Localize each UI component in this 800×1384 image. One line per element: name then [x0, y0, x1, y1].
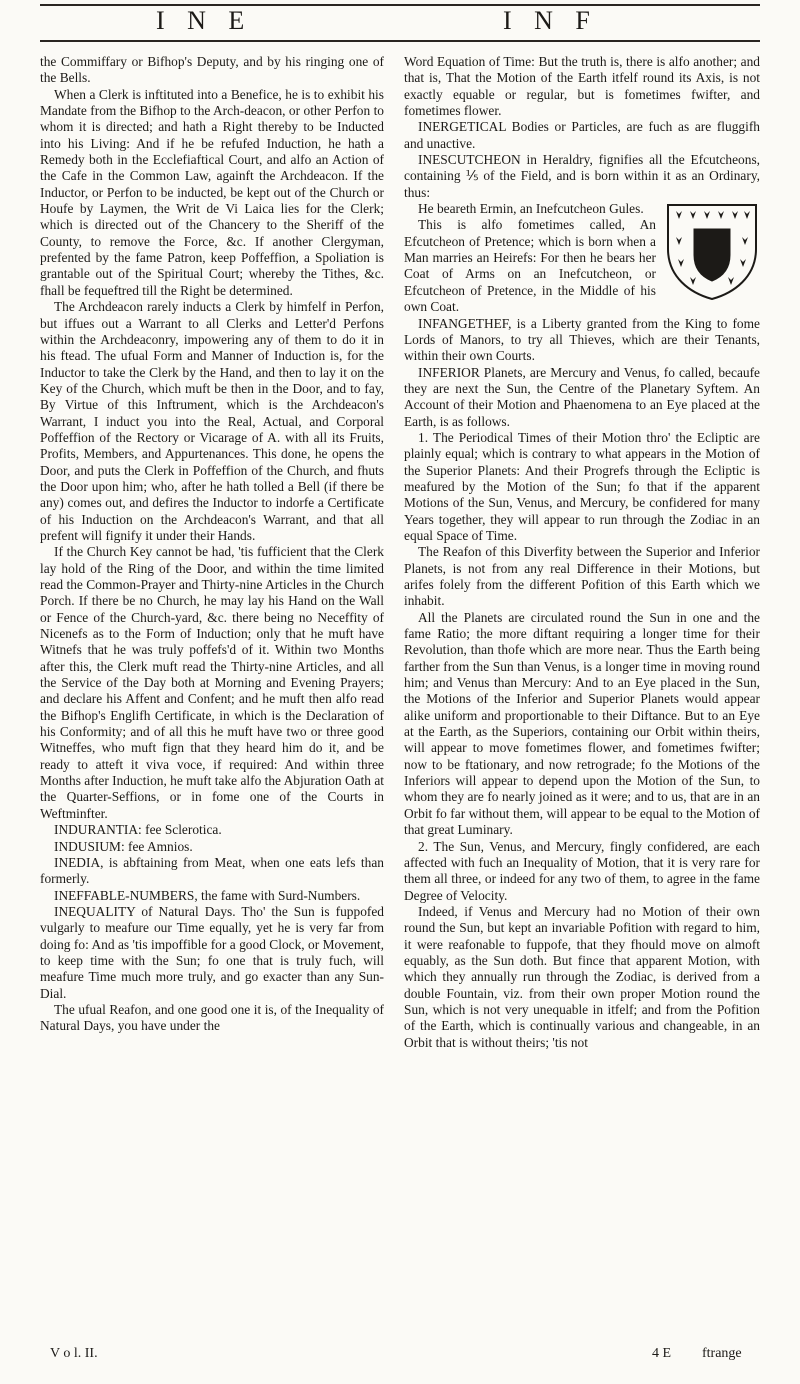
paragraph: This is alfo fometimes called, An Efcutcheon of Pretence; which is born when a Man marries an Heirefs: For then he bears her Coat of Arms on an Inefcutcheon, or Efcutcheon of Pretence, in the Middle of his own Coat.	[404, 217, 656, 315]
catchword: ftrange	[702, 1346, 742, 1361]
paragraph: If the Church Key cannot be had, 'tis fufficient that the Clerk lay hold of the Ring of the Door, and within the time limited read the Common-Prayer and Thirty-nine Articles in the Church Porch. If there be no Church, he may lay his Hand on the Wall or Fence of the Church-yard, &c. there being no Neceffity of Nicenefs as to the Form of Induction; only that he muft have Witnefs that he was truly poffefs'd of it. Within two Months after this, the Clerk muft read the Thirty-nine Articles, and all the Service of the Day both at Morning and Evening Prayers; and declare his Affent and Confent; and he muft then alfo read the Bifhop's Englifh Certificate, in which is the Declaration of his Conformity; and of all this he muft have two or three good Witneffes, who muft fign that they heard him do it, and be ready to atteft it viva voce, if required: And within three Months after Induction, he muft take alfo the Abjuration Oath at the Quarter-Seffions, or in fome one of the Courts in Weftminfter.	[40, 544, 384, 821]
entry-ineffable-numbers: INEFFABLE-NUMBERS, the fame with Surd-Numbers.	[54, 887, 361, 903]
entry-indusium: INDUSIUM: fee Amnios.	[54, 838, 193, 854]
running-header	[40, 6, 760, 38]
paragraph: The Archdeacon rarely inducts a Clerk by himfelf in Perfon, but iffues out a Warrant to all Clerks and Letter'd Perfons within the Archdeaconry, impowering any of them to do it in his ftead. The ufual Form and Manner of Induction is, for the Inductor to take the Clerk by the Hand, and then to lay it on the Key of the Church, which muft be then in the Door, and to fay, By Virtue of this Inftrument, which is the Archdeacon's Warrant, I induct you into the Real, Actual, and Corporal Poffeffion of the Rectory or Vicarage of A. with all its Fruits, Profits, Members, and Appurtenances. This done, he opens the Door, and puts the Clerk in Poffeffion of the Church, and fhuts the Door upon him; who, after he hath tolled a Bell (if there be any) comes out, and defires the Inductor to indorfe a Certificate of his Induction on the Archdeacon's Warrant, and that all prefent will fignify it under their Hands.	[40, 299, 384, 543]
paragraph: 2. The Sun, Venus, and Mercury, fingly confidered, are each affected with fuch an Inequality of Motion, that it is very rare for them all three, or indeed for any two of them, to agree in the fame Degree of Velocity.	[404, 838, 760, 903]
page-footer	[40, 1346, 760, 1366]
volume-label: V o l. II.	[50, 1346, 98, 1361]
entry-inergetical: INERGETICAL Bodies or Particles, are fuch as are fluggifh and unactive.	[404, 119, 760, 151]
header-right: I N F	[503, 6, 598, 35]
paragraph: When a Clerk is inftituted into a Benefice, he is to exhibit his Mandate from the Bifhop to the Arch-deacon, or other Perfon to whom it is directed; and hath a Right thereby to be Inducted into his Living: And if he be refufed Induction, he hath a Remedy both in the Ecclefiaftical Court, and alfo an Action of the Cafe in the Common Law, againft the Archdeacon. If the Inductor, or Perfon to be inducted, be kept out of the Church or Houfe by Laymen, the Writ de Vi Laica lies for the Clerk; which is directed out of the Chancery to the Sheriff of the County, to remove the Force, &c. If another Clergyman, prefented by the fame Patron, keep Poffeffion, a Spoliation is grantable out of the Spiritual Court; whereby the Tithes, &c. fhall be fequeftred till the Right be determined.	[40, 86, 384, 298]
header-left: I N E	[156, 6, 253, 35]
paragraph: Indeed, if Venus and Mercury had no Motion of their own round the Sun, but kept an invariable Pofition with regard to him, it were reafonable to fuppofe, that they fhould move on almoft equably, as the Sun doth. But fince that apparent Motion, with which they annually run through the Zodiac, is derived from a double Fountain, viz. from their own proper Motion round the Sun, which is not very unequable in itfelf; and from the Pofition of the Earth, which is continually various and changeable, in an Orbit that is without theirs; 'tis not	[404, 903, 760, 1050]
entry-infangethef: INFANGETHEF, is a Liberty granted from the King to fome Lords of Manors, to try all Thieves, which are their Tenants, within their own Courts.	[404, 315, 760, 364]
paragraph: the Commiffary or Bifhop's Deputy, and by his ringing one of the Bells.	[40, 54, 384, 86]
inescutcheon-shield-illustration	[664, 203, 760, 301]
entry-indurantia: INDURANTIA: fee Sclerotica.	[54, 822, 222, 838]
signature-mark: 4 E	[652, 1346, 672, 1361]
paragraph: The ufual Reafon, and one good one it is, of the Inequality of Natural Days, you have under the	[40, 1001, 384, 1034]
paragraph: Word Equation of Time: But the truth is, there is alfo another; and that is, That the Motion of the Earth itfelf round its Axis, is not exactly equable or regular, but is fometimes fwifter, and fometimes flower.	[404, 54, 760, 119]
entry-inescutcheon: INESCUTCHEON in Heraldry, fignifies all the Efcutcheons, containing ⅕ of the Field, and is born within it as an Ordinary, thus:	[404, 152, 760, 200]
entry-inequality: INEQUALITY of Natural Days. Tho' the Sun is fuppofed vulgarly to meafure our Time equally, yet he is very far from doing fo: And as 'tis impoffible for a good Clock, or Movement, to keep time with the Sun; fo one that is truly fuch, will meafure Time much more truly, and go exacter than any Sun-Dial.	[40, 903, 384, 1001]
right-column	[404, 54, 760, 1051]
entry-inferior-planets: INFERIOR Planets, are Mercury and Venus, fo called, becaufe they are next the Sun, the Centre of the Planetary Syftem. An Account of their Motion and Phaenomena to an Eye placed at the Earth, is as follows.	[404, 364, 760, 429]
paragraph: All the Planets are circulated round the Sun in one and the fame Ratio; the more diftant requiring a longer time for their Revolution, than thofe which are more near. Thus the Earth being farther from the Sun than Venus, is a longer time in moving round him; and Venus than Mercury: And to an Eye placed in the Sun, the Motions of the Inferior and Superior Planets would appear alike uniform and proportionable to their Diftance. But to an Eye at the Earth, as the Superiors, containing our Orbit within theirs, will appear to move fometimes flower, and fometimes fwifter; now to be ftationary, and now retrograde; fo the Motions of the Inferiors will appear to depend upon the Motion of the Sun, to whom they are fo nearly joined as it were; and to us, that are in an Orbit fo far without them, will appear to be equal to the Motion of that great Luminary.	[404, 609, 760, 838]
left-column	[40, 54, 384, 1035]
paragraph: He beareth Ermin, an Inefcutcheon Gules.	[418, 201, 644, 217]
entry-inedia: INEDIA, is abftaining from Meat, when one eats lefs than formerly.	[40, 854, 384, 887]
paragraph: The Reafon of this Diverfity between the Superior and Inferior Planets, is not from any real Difference in their Motions, but arifes folely from the different Pofition of this Earth which we inhabit.	[404, 544, 760, 609]
paragraph: 1. The Periodical Times of their Motion thro' the Ecliptic are plainly equal; which is contrary to what appears in the Motion of the Superior Planets: And their Progrefs through the Ecliptic is meafured by the Motion of the Sun; fo that if the apparent Motions of the Sun, Venus, and Mercury, be confidered for many Years together, they will appear to run through the Zodiac in an equal Space of Time.	[404, 429, 760, 543]
header-rule	[40, 40, 760, 42]
